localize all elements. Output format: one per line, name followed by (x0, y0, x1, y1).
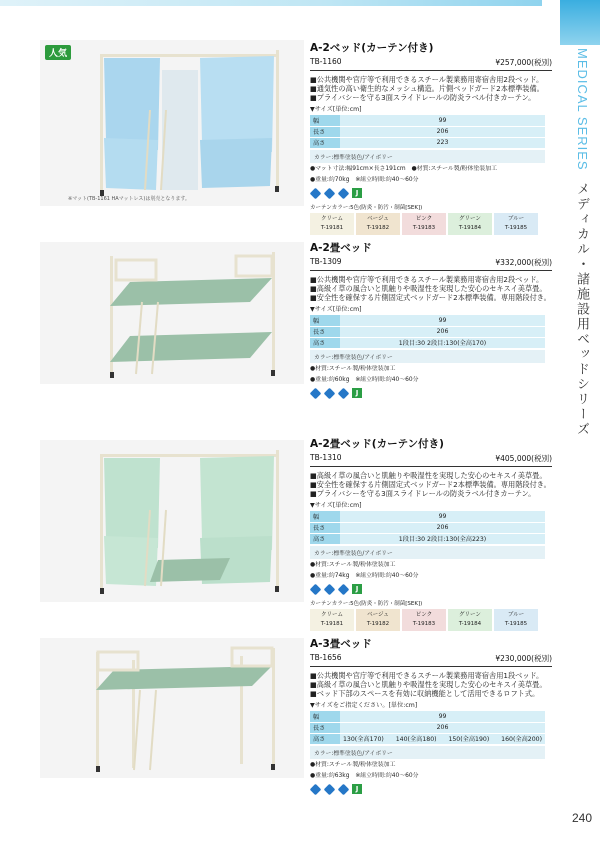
color-row: カラー:標準塗装色/アイボリー (310, 746, 545, 759)
swatch-code: T-19182 (366, 224, 390, 231)
color-row: カラー:標準塗装色/アイボリー (310, 546, 545, 559)
spec-line: ●重量:約63kg ※組立時間:約40〜60分 (310, 773, 419, 779)
size-key: 長さ (310, 126, 340, 137)
swatch-name: ピンク (415, 611, 433, 618)
size-key: 長さ (310, 522, 340, 533)
swatch-code: T-19183 (412, 224, 436, 231)
product-section-2 (40, 240, 552, 410)
swatch-name: グリーン (459, 611, 481, 618)
cube-icon (338, 387, 350, 399)
popular-badge: 人気 (45, 45, 71, 60)
height-options (340, 734, 545, 745)
curtain-swatch (494, 609, 538, 631)
product-section-1 (40, 40, 552, 231)
swatch-name: クリーム (320, 215, 343, 222)
swatch-code: T-19185 (504, 224, 528, 231)
color-row: カラー:標準塗装色/アイボリー (310, 350, 545, 363)
assembly-icon: J (352, 584, 362, 594)
product-price: ¥257,000(税別) (495, 58, 552, 67)
cube-icon (324, 784, 336, 796)
cube-icon (310, 784, 322, 796)
curtain-color-label: カーテンカラー:5色(防炎・防汚・制菌[SEK]) (310, 204, 423, 211)
side-cap (560, 0, 600, 45)
product-code: TB-1310 (310, 453, 342, 462)
size-table (310, 711, 545, 745)
series-title: MEDICAL SERIES (575, 48, 590, 171)
swatch-name: ブルー (507, 611, 525, 618)
product-code: TB-1160 (310, 57, 342, 66)
icon-row (310, 388, 552, 399)
feature-item: ■プライバシーを守る3面スライドレールの防炎ラベル付きカーテン。 (310, 93, 536, 102)
size-row (310, 511, 545, 522)
size-table (310, 315, 545, 349)
curtain-swatches (310, 213, 552, 235)
product-info-4 (310, 636, 552, 795)
cube-icon (324, 583, 336, 595)
size-value: 99 (340, 511, 545, 522)
size-value: 223 (340, 137, 545, 148)
size-key: 幅 (310, 511, 340, 522)
feature-list (310, 671, 552, 698)
feature-item: ■高級イ草の風合いと肌触りや吸湿性を実現した安心のセキスイ美草畳。 (310, 284, 547, 293)
curtain-swatch (402, 609, 446, 631)
assembly-icon: J (352, 784, 362, 794)
size-title: ▼サイズ[単位:cm] (310, 106, 362, 113)
curtain-swatch (356, 213, 400, 235)
size-value: 99 (340, 711, 545, 722)
header-accent-bar (0, 0, 542, 6)
size-title: ▼サイズをご指定ください。[単位:cm] (310, 702, 418, 709)
feature-item: ■ベッド下部のスペースを有効に収納機能として活用できるロフト式。 (310, 689, 540, 698)
series-subtitle: メディカル・諸施設用ベッドシリーズ (574, 182, 589, 437)
cube-icon (310, 583, 322, 595)
bunk-bed-curtain-blue-image (40, 40, 304, 206)
product-name: A-2ベッド(カーテン付き) (310, 42, 434, 54)
size-value: 1段目:30 2段目:130(全高223) (340, 533, 545, 544)
spec-line: ●重量:約74kg ※組立時間:約40〜60分 (310, 572, 419, 579)
size-title: ▼サイズ[単位:cm] (310, 306, 362, 313)
size-table (310, 115, 545, 149)
swatch-name: ベージュ (367, 611, 389, 618)
size-key: 幅 (310, 115, 340, 126)
feature-item: ■プライバシーを守る3面スライドレールの防炎ラベル付きカーテン。 (310, 489, 536, 498)
loft-bed-tatami-image (40, 638, 304, 778)
swatch-name: ブルー (507, 215, 525, 222)
size-value: 1段目:30 2段目:130(全高170) (340, 337, 545, 348)
product-code: TB-1309 (310, 257, 342, 266)
swatch-name: ベージュ (367, 215, 389, 222)
curtain-swatch (356, 609, 400, 631)
swatch-code: T-19182 (366, 620, 390, 627)
product-info-2 (310, 240, 552, 399)
curtain-swatches (310, 609, 552, 631)
page-number: 240 (571, 811, 592, 825)
curtain-swatch (448, 213, 492, 235)
color-row: カラー:標準塗装色/アイボリー (310, 150, 545, 163)
product-info-1 (310, 40, 552, 235)
photo-note: ※マット(TB-1161 HAマットレス)は別売となります。 (68, 196, 190, 202)
size-value: 99 (340, 315, 545, 326)
product-code-price (310, 453, 552, 464)
size-key: 長さ (310, 722, 340, 733)
product-price: ¥230,000(税別) (495, 654, 552, 663)
feature-list (310, 471, 552, 498)
spec-line: ●材質:スチール製/粉体塗装加工 (310, 365, 396, 372)
product-info-3 (310, 436, 552, 631)
product-section-4 (40, 636, 552, 801)
product-name: A-3畳ベッド (310, 638, 372, 650)
feature-item: ■通気性の高い衛生的なメッシュ構造。片側ベッドガード2本標準装備。 (310, 84, 544, 93)
spec-line: ●重量:約60kg ※組立時間:約40〜60分 (310, 376, 419, 383)
divider (310, 270, 552, 271)
feature-item: ■安全性を確保する片側固定式ベッドガード2本標準装備。専用階段付き。 (310, 480, 551, 489)
curtain-swatch (494, 213, 538, 235)
cube-icon (324, 387, 336, 399)
product-name: A-2畳ベッド (310, 242, 372, 254)
product-code-price (310, 57, 552, 68)
size-row (310, 533, 545, 544)
feature-item: ■公共機関や官庁等で利用できるスチール製業務用寄宿舎用2段ベッド。 (310, 275, 544, 284)
swatch-code: T-19183 (412, 620, 436, 627)
bunk-bed-tatami-image (40, 242, 304, 384)
cube-icon (310, 187, 322, 199)
cube-icon (324, 187, 336, 199)
feature-item: ■公共機関や官庁等で利用できるスチール製業務用寄宿舎用2段ベッド。 (310, 75, 544, 84)
size-key: 高さ (310, 137, 340, 148)
product-photo-3 (40, 440, 304, 602)
size-value: 206 (340, 522, 545, 533)
bunk-bed-curtain-green-image (40, 440, 304, 602)
feature-list (310, 275, 552, 302)
product-code-price (310, 653, 552, 664)
size-key: 長さ (310, 326, 340, 337)
size-key: 幅 (310, 315, 340, 326)
size-key: 高さ (310, 733, 340, 745)
cube-icon (310, 387, 322, 399)
size-row (310, 337, 545, 348)
size-row (310, 522, 545, 533)
curtain-swatch (402, 213, 446, 235)
swatch-code: T-19181 (320, 224, 344, 231)
spec-line: ●材質:スチール製/粉体塗装加工 (310, 561, 396, 568)
curtain-color-label: カーテンカラー:5色(防炎・防汚・制菌[SEK]) (310, 600, 423, 607)
spec-line: ●材質:スチール製/粉体塗装加工 (310, 762, 396, 768)
curtain-swatch (448, 609, 492, 631)
swatch-code: T-19185 (504, 620, 528, 627)
spec-line: ●重量:約70kg ※組立時間:約40〜60分 (310, 176, 419, 183)
product-photo-4 (40, 638, 304, 778)
product-section-3 (40, 436, 552, 626)
divider (310, 70, 552, 71)
product-price: ¥332,000(税別) (495, 258, 552, 267)
feature-item: ■高級イ草の風合いと肌触りや吸湿性を実現した安心のセキスイ美草畳。 (310, 471, 547, 480)
feature-list (310, 75, 552, 102)
product-photo-2 (40, 242, 304, 384)
size-row (310, 137, 545, 148)
assembly-icon: J (352, 188, 362, 198)
height-option: 160(全高200) (501, 735, 542, 743)
size-row (310, 733, 545, 745)
icon-row (310, 584, 552, 595)
height-option: 130(全高170) (343, 735, 384, 743)
size-value: 206 (340, 722, 545, 733)
height-option: 140(全高180) (395, 735, 437, 743)
cube-icon (338, 187, 350, 199)
assembly-icon: J (352, 388, 362, 398)
size-key: 高さ (310, 533, 340, 544)
size-table (310, 511, 545, 545)
size-key: 高さ (310, 337, 340, 348)
cube-icon (338, 583, 350, 595)
size-key: 幅 (310, 711, 340, 722)
swatch-name: グリーン (459, 215, 481, 222)
size-row (310, 326, 545, 337)
feature-item: ■安全性を確保する片側固定式ベッドガード2本標準装備。専用階段付き。 (310, 293, 551, 302)
cube-icon (338, 784, 350, 796)
divider (310, 666, 552, 667)
size-value: 206 (340, 326, 545, 337)
curtain-swatch (310, 609, 354, 631)
swatch-code: T-19184 (458, 620, 482, 627)
size-row (310, 126, 545, 137)
swatch-code: T-19184 (458, 224, 482, 231)
size-row (310, 115, 545, 126)
divider (310, 466, 552, 467)
product-price: ¥405,000(税別) (495, 454, 552, 463)
icon-row (310, 188, 552, 199)
height-option: 150(全高190) (448, 735, 490, 743)
size-value: 206 (340, 126, 545, 137)
product-code: TB-1656 (310, 653, 342, 662)
swatch-code: T-19181 (320, 620, 344, 627)
size-row (310, 722, 545, 733)
curtain-swatch (310, 213, 354, 235)
spec-line: ●マット寸法:幅91cm×長さ191cm ●材質:スチール製/粉体塗装加工 (310, 165, 497, 172)
size-row (310, 711, 545, 722)
product-photo-1 (40, 40, 304, 206)
icon-row (310, 784, 552, 795)
size-row (310, 315, 545, 326)
swatch-name: クリーム (320, 611, 343, 618)
feature-item: ■公共機関や官庁等で利用できるスチール製業務用寄宿舎用1段ベッド。 (310, 671, 544, 680)
swatch-name: ピンク (415, 215, 433, 222)
feature-item: ■高級イ草の風合いと肌触りや吸湿性を実現した安心のセキスイ美草畳。 (310, 680, 547, 689)
product-name: A-2畳ベッド(カーテン付き) (310, 438, 444, 450)
size-title: ▼サイズ[単位:cm] (310, 502, 362, 509)
size-value: 99 (340, 115, 545, 126)
product-code-price (310, 257, 552, 268)
